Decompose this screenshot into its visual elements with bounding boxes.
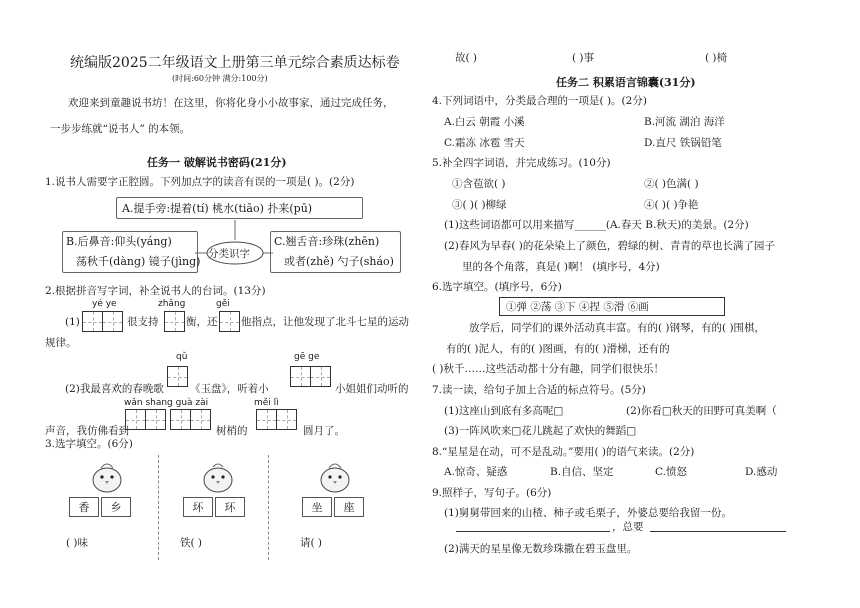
q5-word-4[interactable]: ④( )( )争艳 [644, 199, 699, 211]
option-a-box [116, 197, 363, 219]
pinyin-gei: gěi [216, 299, 230, 309]
q2-line1-text-e: 规律。 [45, 337, 77, 349]
q2-line2-text-b: 《玉盘》，听着小 [190, 383, 269, 395]
chick-illustration-2 [198, 458, 238, 494]
q5-word-3[interactable]: ③( )( )柳绿 [452, 199, 507, 211]
q3-blank-4[interactable]: 故( ) [455, 52, 478, 64]
task1-heading: 任务一 破解说书密码(21分) [147, 156, 287, 169]
q2-line1-text-d: 他指点，让他发现了北斗七星的运动 [241, 316, 409, 328]
q8-option-a[interactable]: A.惊奇、疑惑 [444, 466, 508, 478]
q3-divider-2 [268, 455, 269, 560]
option-b-line2: 荡秋千(dàng) 镜子(jìng) [76, 255, 201, 268]
q7-sub-3: (3)一阵风吹来□花儿跳起了欢快的舞蹈□ [444, 425, 637, 437]
chick-illustration-1 [87, 458, 127, 494]
q9-answer-line-1[interactable] [456, 531, 610, 532]
char-card-2b[interactable]: 环 [215, 497, 245, 517]
intro-line-2: 一步步练就“说书人” 的本领。 [50, 123, 191, 135]
q8-option-d[interactable]: D.感动 [745, 466, 778, 478]
q3-stem: 3.选字填空。(6分) [45, 438, 133, 450]
q2-line1-text-c: 衡，还 [186, 316, 218, 328]
q5-word-2[interactable]: ②( )色满( ) [644, 178, 699, 190]
char-card-3b[interactable]: 座 [334, 497, 364, 517]
q2-line2-text-a: (2)我最喜欢的春晚歌 [65, 383, 164, 395]
pinyin-yeye: yé ye [92, 299, 117, 309]
pinyin-zhang: zhǎng [158, 299, 186, 309]
option-c-line1: C.翘舌音:珍珠(zhēn) [274, 235, 380, 248]
char-card-1a[interactable]: 香 [69, 497, 99, 517]
q2-line2-text-e: 树梢的 [216, 425, 248, 437]
char-card-2a[interactable]: 坏 [183, 497, 213, 517]
task2-heading: 任务二 积累语言锦囊(31分) [556, 76, 696, 89]
q3-blank-2[interactable]: 铁( ) [180, 537, 203, 549]
q4-stem: 4.下列词语中，分类最合理的一项是( )。(2分) [432, 95, 647, 107]
q9-sub-2: (2)满天的星星像无数珍珠撒在碧玉盘里。 [444, 543, 638, 555]
pinyin-gege: gē ge [294, 352, 320, 362]
option-c-line2: 或者(zhě) 勺子(sháo) [284, 255, 394, 268]
option-c-box [270, 231, 401, 273]
q5-stem: 5.补全四字词语，并完成练习。(10分) [432, 157, 611, 169]
grid-gege[interactable] [290, 366, 331, 387]
q8-option-c[interactable]: C.愤怒 [655, 466, 687, 478]
grid-qu[interactable] [167, 366, 188, 387]
q4-option-b[interactable]: B.河流 湖泊 海洋 [644, 116, 725, 128]
q1-stem: 1.说书人需要字正腔圆。下列加点字的读音有误的一项是( )。(2分) [45, 176, 355, 188]
q3-blank-6[interactable]: ( )椅 [705, 52, 728, 64]
grid-guazai[interactable] [170, 409, 211, 430]
char-card-3a[interactable]: 坐 [302, 497, 332, 517]
q4-option-c[interactable]: C.霜冻 冰雹 雪天 [444, 137, 525, 149]
paper-subtitle: (时间:60分钟 满分:100分) [172, 74, 268, 83]
q9-answer-line-2[interactable] [650, 531, 786, 532]
grid-meili[interactable] [256, 409, 297, 430]
classification-center: 分类识字 [208, 248, 250, 260]
q4-option-a[interactable]: A.白云 朝霞 小溪 [444, 116, 525, 128]
q4-option-d[interactable]: D.直尺 铁锅铅笔 [644, 137, 722, 149]
q2-line2-text-d: 声音，我仿佛看到 [45, 425, 129, 437]
q6-options-box: ①弹 ②荡 ③下 ④捏 ⑤滑 ⑥画 [499, 297, 725, 316]
q2-line2-text-f: 圆月了。 [303, 425, 345, 437]
q3-divider-1 [158, 455, 159, 560]
q3-blank-1[interactable]: ( )味 [66, 537, 89, 549]
q8-stem: 8.“星星是在动，可不是乱动。”要用( )的语气来读。(2分) [432, 446, 695, 458]
pinyin-wanshang-guazai: wǎn shang guà zài [124, 398, 209, 408]
q9-stem: 9.照样子，写句子。(6分) [432, 487, 552, 499]
q8-option-b[interactable]: B.自信、坚定 [550, 466, 614, 478]
option-b-box [62, 231, 201, 273]
q3-blank-3[interactable]: 请( ) [300, 537, 323, 549]
q3-blank-5[interactable]: ( )事 [572, 52, 595, 64]
q6-text-a: 放学后，同学们的课外活动真丰富。有的( )钢琴，有的( )围棋， [469, 322, 766, 334]
q2-line1-label: (1) [65, 316, 80, 328]
char-card-1b[interactable]: 乡 [101, 497, 131, 517]
q6-stem: 6.选字填空。(填序号，6分) [432, 281, 562, 293]
intro-line-1: 欢迎来到童趣说书坊！在这里，你将化身小小故事家，通过完成任务， [68, 97, 394, 109]
option-b-line1: B.后鼻音:仰头(yáng) [66, 235, 172, 248]
q6-text-b: 有的( )泥人，有的( )图画，有的( )滑梯，还有的 [446, 343, 670, 355]
pinyin-meili: měi lì [254, 398, 279, 408]
q2-line2-text-c: 小姐姐们动听的 [335, 383, 409, 395]
grid-yeye[interactable] [82, 311, 123, 332]
q5-sub-2b: 里的各个角落，真是( )啊！ (填序号，4分) [462, 261, 660, 273]
grid-wanshang[interactable] [125, 409, 166, 430]
chick-illustration-3 [315, 458, 355, 494]
q9-sub-1: (1)舅舅带回来的山楂、柿子或毛栗子，外婆总要给我留一份。 [444, 507, 732, 519]
q2-stem: 2.根据拼音写字词，补全说书人的台词。(13分) [45, 285, 266, 297]
option-a-text: A.提手旁:提着(tí) 桃水(tiāo) 扑来(pū) [122, 202, 313, 215]
q7-sub-1: (1)这座山到底有多高呢□ [444, 405, 564, 417]
q2-line1-text-b: 很支持 [127, 316, 159, 328]
q5-sub-2a: (2)春风为早春( )的花朵染上了颜色，碧绿的树、青青的草也长满了园子 [444, 240, 775, 252]
pinyin-qu: qǔ [176, 352, 188, 362]
grid-zhang[interactable] [164, 311, 185, 332]
q6-text-c: ( )秋千……这些活动都十分有趣，同学们很快乐！ [432, 363, 665, 375]
q5-word-1[interactable]: ①含苞欲( ) [452, 178, 506, 190]
q7-stem: 7.读一读，给句子加上合适的标点符号。(5分) [432, 384, 646, 396]
q9-middle-text: ，总要 [612, 521, 644, 533]
paper-title: 统编版2025二年级语文上册第三单元综合素质达标卷 [70, 55, 400, 71]
q7-sub-2: (2)你看□秋天的田野可真美啊（ [626, 405, 777, 417]
grid-gei[interactable] [219, 311, 240, 332]
q5-sub-1: (1)这些词语都可以用来描写______(A.春天 B.秋天)的美景。(2分) [444, 219, 749, 231]
